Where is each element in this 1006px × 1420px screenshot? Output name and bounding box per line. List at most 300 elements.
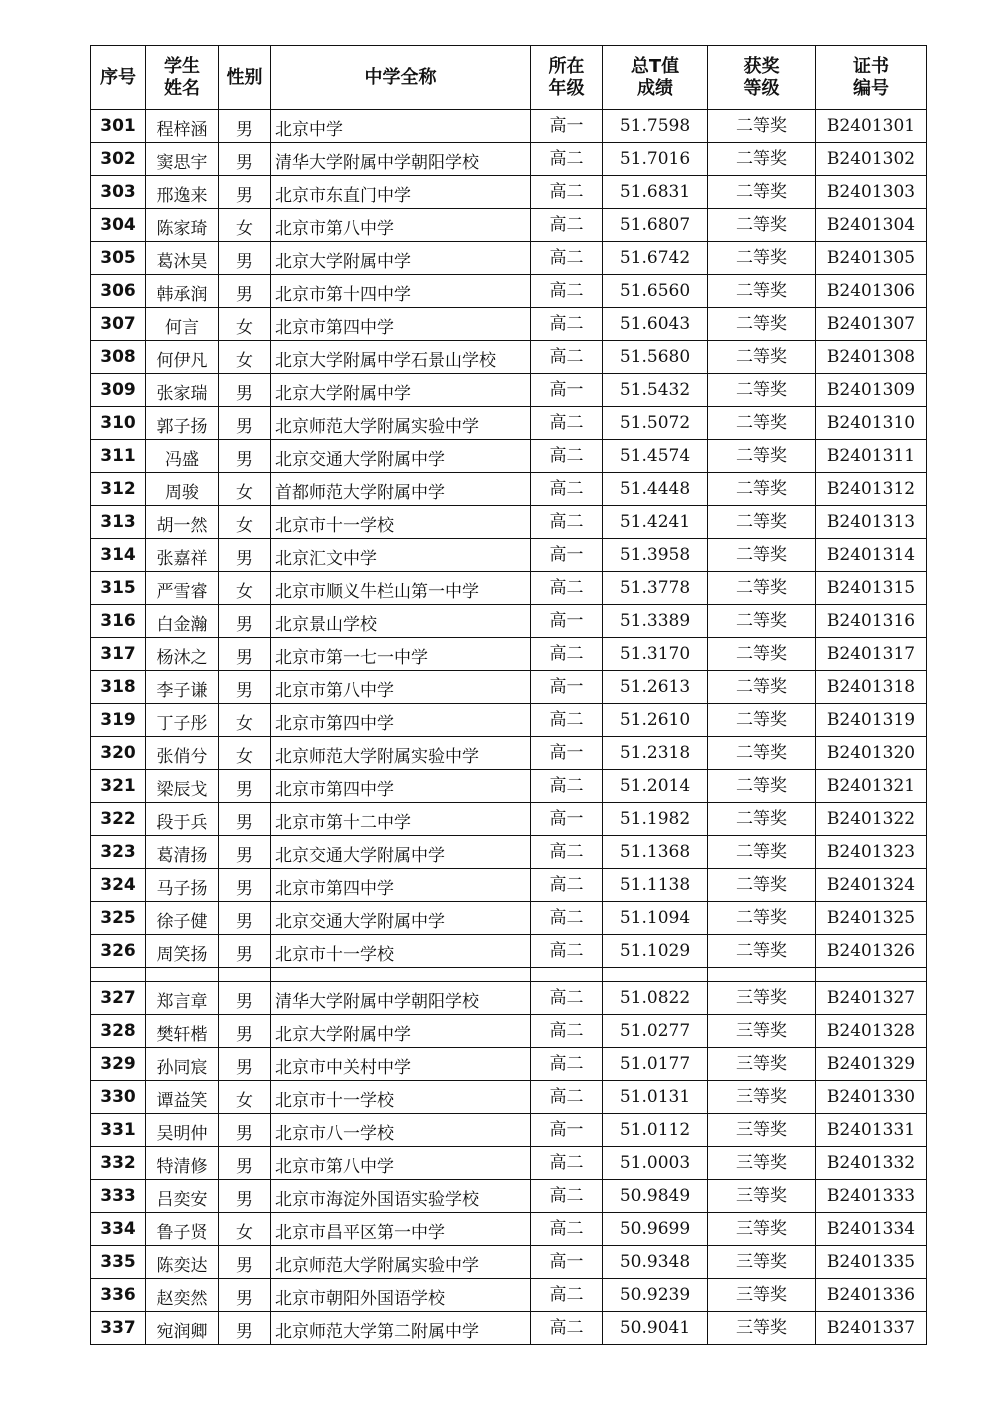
cell-certificate-no: B2401316 [816, 605, 927, 638]
cell-t-score: 51.3778 [603, 572, 708, 605]
cell-student-name: 程梓涵 [146, 110, 219, 143]
separator-cell [531, 968, 603, 982]
cell-certificate-no: B2401301 [816, 110, 927, 143]
table-row [91, 605, 927, 638]
cell-school: 北京交通大学附属中学 [271, 902, 531, 935]
cell-certificate-no: B2401307 [816, 308, 927, 341]
cell-grade: 高二 [531, 1312, 603, 1345]
cell-gender: 男 [219, 982, 271, 1015]
cell-school: 北京市中关村中学 [271, 1048, 531, 1081]
cell-t-score: 51.0277 [603, 1015, 708, 1048]
cell-grade: 高二 [531, 1081, 603, 1114]
cell-award-level: 二等奖 [708, 803, 816, 836]
cell-grade: 高二 [531, 902, 603, 935]
cell-award-level: 二等奖 [708, 209, 816, 242]
cell-school: 北京市第一七一中学 [271, 638, 531, 671]
cell-student-name: 特清修 [146, 1147, 219, 1180]
cell-award-level: 二等奖 [708, 308, 816, 341]
table-row [91, 1180, 927, 1213]
cell-certificate-no: B2401335 [816, 1246, 927, 1279]
cell-number: 310 [91, 407, 146, 440]
cell-award-level: 二等奖 [708, 737, 816, 770]
cell-student-name: 葛沐昊 [146, 242, 219, 275]
table-row [91, 935, 927, 968]
cell-t-score: 51.7598 [603, 110, 708, 143]
cell-gender: 女 [219, 572, 271, 605]
cell-gender: 男 [219, 869, 271, 902]
cell-certificate-no: B2401309 [816, 374, 927, 407]
cell-award-level: 二等奖 [708, 176, 816, 209]
cell-award-level: 二等奖 [708, 374, 816, 407]
cell-award-level: 三等奖 [708, 1246, 816, 1279]
cell-certificate-no: B2401331 [816, 1114, 927, 1147]
cell-school: 北京市第十四中学 [271, 275, 531, 308]
table-row [91, 209, 927, 242]
cell-number: 318 [91, 671, 146, 704]
cell-award-level: 二等奖 [708, 902, 816, 935]
cell-award-level: 二等奖 [708, 143, 816, 176]
cell-number: 315 [91, 572, 146, 605]
table-row [91, 836, 927, 869]
cell-grade: 高一 [531, 1114, 603, 1147]
cell-award-level: 三等奖 [708, 1279, 816, 1312]
cell-number: 325 [91, 902, 146, 935]
table-row [91, 638, 927, 671]
cell-student-name: 张家瑞 [146, 374, 219, 407]
cell-student-name: 宛润卿 [146, 1312, 219, 1345]
cell-school: 北京市第四中学 [271, 704, 531, 737]
cell-number: 316 [91, 605, 146, 638]
cell-student-name: 孙同宸 [146, 1048, 219, 1081]
cell-grade: 高二 [531, 407, 603, 440]
table-row [91, 1312, 927, 1345]
header-award: 获奖 等级 [708, 46, 816, 110]
cell-number: 317 [91, 638, 146, 671]
cell-award-level: 二等奖 [708, 110, 816, 143]
cell-student-name: 马子扬 [146, 869, 219, 902]
cell-gender: 男 [219, 836, 271, 869]
cell-t-score: 51.3389 [603, 605, 708, 638]
cell-grade: 高二 [531, 704, 603, 737]
table-row [91, 308, 927, 341]
cell-number: 321 [91, 770, 146, 803]
cell-award-level: 二等奖 [708, 539, 816, 572]
cell-grade: 高二 [531, 1279, 603, 1312]
cell-grade: 高二 [531, 473, 603, 506]
cell-certificate-no: B2401311 [816, 440, 927, 473]
cell-t-score: 51.6560 [603, 275, 708, 308]
cell-t-score: 51.2318 [603, 737, 708, 770]
cell-grade: 高一 [531, 539, 603, 572]
cell-grade: 高二 [531, 1180, 603, 1213]
cell-certificate-no: B2401326 [816, 935, 927, 968]
table-row [91, 572, 927, 605]
cell-school: 北京大学附属中学 [271, 242, 531, 275]
cell-student-name: 赵奕然 [146, 1279, 219, 1312]
cell-gender: 男 [219, 242, 271, 275]
separator-cell [219, 968, 271, 982]
awards-table [90, 45, 927, 1345]
cell-school: 清华大学附属中学朝阳学校 [271, 143, 531, 176]
cell-gender: 男 [219, 407, 271, 440]
cell-gender: 男 [219, 275, 271, 308]
cell-t-score: 51.2610 [603, 704, 708, 737]
cell-number: 332 [91, 1147, 146, 1180]
cell-grade: 高二 [531, 308, 603, 341]
cell-school: 北京大学附属中学 [271, 374, 531, 407]
cell-number: 311 [91, 440, 146, 473]
table-row [91, 1147, 927, 1180]
cell-school: 北京市十一学校 [271, 506, 531, 539]
separator-cell [271, 968, 531, 982]
cell-t-score: 51.1138 [603, 869, 708, 902]
cell-student-name: 杨沐之 [146, 638, 219, 671]
cell-gender: 男 [219, 1147, 271, 1180]
cell-school: 北京市第八中学 [271, 209, 531, 242]
header-row [91, 46, 927, 110]
cell-number: 322 [91, 803, 146, 836]
table-row [91, 275, 927, 308]
table-row [91, 902, 927, 935]
cell-t-score: 51.5072 [603, 407, 708, 440]
cell-number: 326 [91, 935, 146, 968]
cell-number: 324 [91, 869, 146, 902]
cell-number: 301 [91, 110, 146, 143]
cell-gender: 男 [219, 902, 271, 935]
cell-t-score: 51.1368 [603, 836, 708, 869]
cell-student-name: 韩承润 [146, 275, 219, 308]
cell-certificate-no: B2401320 [816, 737, 927, 770]
cell-certificate-no: B2401321 [816, 770, 927, 803]
cell-t-score: 51.4574 [603, 440, 708, 473]
cell-grade: 高二 [531, 341, 603, 374]
cell-gender: 男 [219, 374, 271, 407]
table-row [91, 1213, 927, 1246]
cell-student-name: 陈家琦 [146, 209, 219, 242]
table-row [91, 869, 927, 902]
cell-school: 北京市东直门中学 [271, 176, 531, 209]
cell-gender: 女 [219, 308, 271, 341]
cell-award-level: 二等奖 [708, 341, 816, 374]
cell-award-level: 二等奖 [708, 671, 816, 704]
cell-grade: 高二 [531, 506, 603, 539]
cell-school: 北京市第十二中学 [271, 803, 531, 836]
cell-t-score: 51.0003 [603, 1147, 708, 1180]
cell-gender: 男 [219, 1048, 271, 1081]
cell-student-name: 樊轩楷 [146, 1015, 219, 1048]
header-grade: 所在 年级 [531, 46, 603, 110]
cell-award-level: 二等奖 [708, 935, 816, 968]
cell-school: 北京市朝阳外国语学校 [271, 1279, 531, 1312]
cell-grade: 高二 [531, 869, 603, 902]
cell-student-name: 吴明仲 [146, 1114, 219, 1147]
cell-gender: 男 [219, 143, 271, 176]
cell-t-score: 51.5680 [603, 341, 708, 374]
cell-t-score: 50.9239 [603, 1279, 708, 1312]
cell-grade: 高一 [531, 671, 603, 704]
cell-certificate-no: B2401318 [816, 671, 927, 704]
cell-school: 北京师范大学附属实验中学 [271, 737, 531, 770]
cell-award-level: 二等奖 [708, 275, 816, 308]
table-row [91, 440, 927, 473]
cell-certificate-no: B2401328 [816, 1015, 927, 1048]
cell-number: 305 [91, 242, 146, 275]
cell-gender: 男 [219, 671, 271, 704]
cell-gender: 男 [219, 110, 271, 143]
table-row [91, 1246, 927, 1279]
table-row [91, 176, 927, 209]
cell-t-score: 51.0177 [603, 1048, 708, 1081]
cell-certificate-no: B2401329 [816, 1048, 927, 1081]
cell-award-level: 二等奖 [708, 440, 816, 473]
cell-certificate-no: B2401330 [816, 1081, 927, 1114]
cell-certificate-no: B2401312 [816, 473, 927, 506]
cell-school: 北京市顺义牛栏山第一中学 [271, 572, 531, 605]
cell-gender: 女 [219, 341, 271, 374]
cell-certificate-no: B2401325 [816, 902, 927, 935]
cell-number: 331 [91, 1114, 146, 1147]
table-row [91, 1114, 927, 1147]
cell-award-level: 二等奖 [708, 572, 816, 605]
cell-award-level: 三等奖 [708, 1312, 816, 1345]
cell-award-level: 二等奖 [708, 869, 816, 902]
cell-t-score: 51.0112 [603, 1114, 708, 1147]
table-row [91, 1279, 927, 1312]
cell-number: 323 [91, 836, 146, 869]
cell-gender: 男 [219, 1015, 271, 1048]
cell-student-name: 窦思宇 [146, 143, 219, 176]
cell-t-score: 50.9849 [603, 1180, 708, 1213]
cell-school: 清华大学附属中学朝阳学校 [271, 982, 531, 1015]
table-body [91, 110, 927, 1345]
cell-grade: 高一 [531, 1246, 603, 1279]
header-score: 总T值 成绩 [603, 46, 708, 110]
cell-number: 335 [91, 1246, 146, 1279]
cell-award-level: 二等奖 [708, 407, 816, 440]
cell-number: 304 [91, 209, 146, 242]
cell-certificate-no: B2401324 [816, 869, 927, 902]
cell-certificate-no: B2401332 [816, 1147, 927, 1180]
cell-gender: 男 [219, 605, 271, 638]
cell-t-score: 51.0131 [603, 1081, 708, 1114]
cell-school: 北京市海淀外国语实验学校 [271, 1180, 531, 1213]
cell-school: 首都师范大学附属中学 [271, 473, 531, 506]
cell-number: 303 [91, 176, 146, 209]
cell-school: 北京汇文中学 [271, 539, 531, 572]
cell-award-level: 三等奖 [708, 1180, 816, 1213]
cell-t-score: 51.2014 [603, 770, 708, 803]
cell-number: 308 [91, 341, 146, 374]
cell-gender: 女 [219, 506, 271, 539]
cell-student-name: 周骏 [146, 473, 219, 506]
cell-t-score: 51.4448 [603, 473, 708, 506]
cell-school: 北京市十一学校 [271, 935, 531, 968]
table-row [91, 704, 927, 737]
table-row [91, 982, 927, 1015]
cell-school: 北京市十一学校 [271, 1081, 531, 1114]
cell-school: 北京市昌平区第一中学 [271, 1213, 531, 1246]
cell-grade: 高二 [531, 1147, 603, 1180]
cell-student-name: 何言 [146, 308, 219, 341]
cell-student-name: 郑言章 [146, 982, 219, 1015]
cell-student-name: 张俏兮 [146, 737, 219, 770]
cell-school: 北京景山学校 [271, 605, 531, 638]
cell-grade: 高二 [531, 176, 603, 209]
cell-gender: 女 [219, 704, 271, 737]
cell-number: 329 [91, 1048, 146, 1081]
cell-award-level: 三等奖 [708, 1048, 816, 1081]
cell-grade: 高二 [531, 1213, 603, 1246]
cell-school: 北京中学 [271, 110, 531, 143]
cell-grade: 高二 [531, 770, 603, 803]
cell-number: 313 [91, 506, 146, 539]
table-row [91, 737, 927, 770]
cell-school: 北京市第八中学 [271, 1147, 531, 1180]
header-no: 序号 [91, 46, 146, 110]
cell-grade: 高二 [531, 836, 603, 869]
section-separator-row [91, 968, 927, 982]
cell-t-score: 51.1094 [603, 902, 708, 935]
cell-grade: 高一 [531, 374, 603, 407]
cell-grade: 高一 [531, 605, 603, 638]
cell-gender: 女 [219, 737, 271, 770]
cell-student-name: 严雪睿 [146, 572, 219, 605]
cell-certificate-no: B2401327 [816, 982, 927, 1015]
cell-gender: 女 [219, 473, 271, 506]
header-school: 中学全称 [271, 46, 531, 110]
cell-certificate-no: B2401323 [816, 836, 927, 869]
cell-award-level: 二等奖 [708, 605, 816, 638]
cell-grade: 高二 [531, 440, 603, 473]
cell-grade: 高一 [531, 803, 603, 836]
cell-t-score: 51.5432 [603, 374, 708, 407]
cell-gender: 男 [219, 770, 271, 803]
cell-number: 309 [91, 374, 146, 407]
cell-certificate-no: B2401333 [816, 1180, 927, 1213]
cell-school: 北京大学附属中学 [271, 1015, 531, 1048]
cell-student-name: 陈奕达 [146, 1246, 219, 1279]
table-row [91, 671, 927, 704]
cell-grade: 高二 [531, 638, 603, 671]
cell-gender: 女 [219, 1081, 271, 1114]
table-row [91, 143, 927, 176]
cell-gender: 男 [219, 1114, 271, 1147]
cell-school: 北京交通大学附属中学 [271, 836, 531, 869]
cell-certificate-no: B2401306 [816, 275, 927, 308]
cell-t-score: 51.6043 [603, 308, 708, 341]
cell-student-name: 邢逸来 [146, 176, 219, 209]
header-name: 学生 姓名 [146, 46, 219, 110]
cell-gender: 女 [219, 209, 271, 242]
cell-gender: 男 [219, 935, 271, 968]
cell-gender: 男 [219, 440, 271, 473]
cell-certificate-no: B2401319 [816, 704, 927, 737]
cell-t-score: 51.7016 [603, 143, 708, 176]
cell-grade: 高二 [531, 275, 603, 308]
cell-certificate-no: B2401305 [816, 242, 927, 275]
cell-school: 北京市第四中学 [271, 308, 531, 341]
cell-number: 327 [91, 982, 146, 1015]
cell-gender: 女 [219, 1213, 271, 1246]
cell-school: 北京师范大学附属实验中学 [271, 1246, 531, 1279]
cell-student-name: 郭子扬 [146, 407, 219, 440]
cell-gender: 男 [219, 539, 271, 572]
table-row [91, 374, 927, 407]
cell-gender: 男 [219, 1312, 271, 1345]
cell-grade: 高二 [531, 982, 603, 1015]
table-row [91, 803, 927, 836]
cell-award-level: 三等奖 [708, 1147, 816, 1180]
header-gender: 性别 [219, 46, 271, 110]
cell-number: 333 [91, 1180, 146, 1213]
cell-student-name: 鲁子贤 [146, 1213, 219, 1246]
cell-student-name: 谭益笑 [146, 1081, 219, 1114]
cell-student-name: 丁子彤 [146, 704, 219, 737]
separator-cell [146, 968, 219, 982]
cell-school: 北京大学附属中学石景山学校 [271, 341, 531, 374]
cell-certificate-no: B2401317 [816, 638, 927, 671]
cell-gender: 男 [219, 638, 271, 671]
cell-number: 334 [91, 1213, 146, 1246]
cell-t-score: 51.2613 [603, 671, 708, 704]
cell-certificate-no: B2401314 [816, 539, 927, 572]
cell-award-level: 三等奖 [708, 1081, 816, 1114]
separator-cell [816, 968, 927, 982]
table-row [91, 539, 927, 572]
cell-t-score: 50.9348 [603, 1246, 708, 1279]
cell-certificate-no: B2401315 [816, 572, 927, 605]
cell-t-score: 51.3170 [603, 638, 708, 671]
table-row [91, 341, 927, 374]
cell-award-level: 三等奖 [708, 982, 816, 1015]
cell-grade: 高二 [531, 572, 603, 605]
cell-student-name: 周笑扬 [146, 935, 219, 968]
cell-t-score: 51.3958 [603, 539, 708, 572]
cell-school: 北京市第四中学 [271, 770, 531, 803]
cell-grade: 高二 [531, 143, 603, 176]
cell-school: 北京市第八中学 [271, 671, 531, 704]
cell-school: 北京市八一学校 [271, 1114, 531, 1147]
cell-award-level: 三等奖 [708, 1213, 816, 1246]
cell-certificate-no: B2401337 [816, 1312, 927, 1345]
cell-certificate-no: B2401322 [816, 803, 927, 836]
cell-certificate-no: B2401304 [816, 209, 927, 242]
table-row [91, 1015, 927, 1048]
cell-gender: 男 [219, 1180, 271, 1213]
cell-number: 307 [91, 308, 146, 341]
separator-cell [603, 968, 708, 982]
cell-award-level: 二等奖 [708, 242, 816, 275]
cell-certificate-no: B2401303 [816, 176, 927, 209]
cell-number: 306 [91, 275, 146, 308]
cell-number: 302 [91, 143, 146, 176]
cell-certificate-no: B2401302 [816, 143, 927, 176]
cell-student-name: 段于兵 [146, 803, 219, 836]
cell-certificate-no: B2401308 [816, 341, 927, 374]
cell-t-score: 51.1029 [603, 935, 708, 968]
cell-t-score: 50.9699 [603, 1213, 708, 1246]
table-row [91, 1048, 927, 1081]
cell-number: 312 [91, 473, 146, 506]
cell-student-name: 何伊凡 [146, 341, 219, 374]
cell-school: 北京师范大学第二附属中学 [271, 1312, 531, 1345]
cell-gender: 男 [219, 176, 271, 209]
cell-student-name: 白金瀚 [146, 605, 219, 638]
cell-number: 319 [91, 704, 146, 737]
cell-student-name: 梁辰戈 [146, 770, 219, 803]
cell-school: 北京市第四中学 [271, 869, 531, 902]
cell-student-name: 徐子健 [146, 902, 219, 935]
